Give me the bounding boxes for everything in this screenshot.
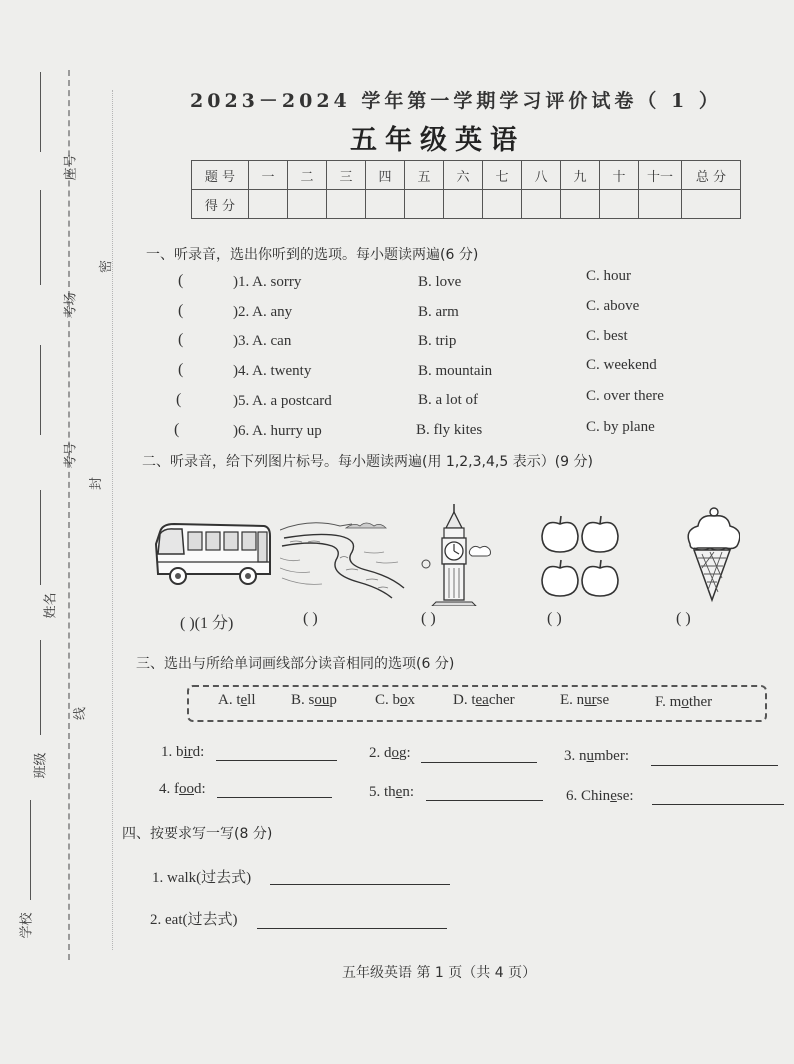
s3-question-6: 6. Chinese:: [566, 788, 634, 804]
section4-heading: 四、按要求写一写(8 分): [122, 826, 273, 842]
score-cell[interactable]: [522, 190, 561, 219]
s3-question-4: 4. food:: [159, 781, 206, 797]
score-header-cell: 五: [405, 161, 444, 190]
score-cell[interactable]: [366, 190, 405, 219]
section3-heading: 三、选出与所给单词画线部分读音相同的选项(6 分): [136, 656, 455, 672]
seal-mark-mi: 密: [99, 259, 115, 274]
exam-room-line: [40, 190, 41, 285]
score-header-cell: 六: [444, 161, 483, 190]
s4-item-2: 2. eat(过去式): [150, 912, 238, 928]
s3-question-1: 1. bird:: [161, 744, 205, 760]
score-cell[interactable]: [682, 190, 741, 219]
score-cell[interactable]: [444, 190, 483, 219]
river-picture: [280, 518, 408, 600]
page-footer: 五年级英语 第 1 页（共 4 页）: [342, 965, 537, 981]
score-cell[interactable]: [288, 190, 327, 219]
s3-answer-line-2[interactable]: [421, 762, 537, 763]
binding-dotted-line: [112, 90, 113, 950]
score-header-cell: 八: [522, 161, 561, 190]
s1-q1-option-c: C. hour: [586, 268, 631, 284]
s1-q3-option-c: C. best: [586, 328, 628, 344]
score-header-cell: 九: [561, 161, 600, 190]
s1-q6-option-c: C. by plane: [586, 419, 655, 435]
exam-room-label: 考场: [63, 292, 79, 319]
s1-q5-option-b: B. a lot of: [418, 392, 478, 408]
score-header-cell: 一: [249, 161, 288, 190]
s3-question-5: 5. then:: [369, 784, 415, 800]
s1-q4-option-b: B. mountain: [418, 363, 493, 379]
s3-answer-line-5[interactable]: [426, 800, 543, 801]
binding-dashed-line: [68, 70, 70, 960]
score-cell[interactable]: [405, 190, 444, 219]
picture1-answer-bracket[interactable]: ( )(1 分): [180, 615, 234, 632]
s1-q6-option-a: )6. A. hurry up: [233, 423, 322, 439]
exam-number-line: [40, 345, 41, 435]
answer-paren: (: [178, 272, 184, 289]
answer-paren: (: [178, 361, 184, 378]
name-label: 姓名: [43, 592, 59, 619]
exam-number-label: 考号: [63, 442, 79, 469]
exam-subtitle: 五年级英语: [350, 125, 525, 156]
score-table-header-row: [192, 161, 741, 190]
score-header-cell: 题 号: [192, 161, 249, 190]
option-c: C. box: [375, 692, 416, 708]
answer-paren: (: [178, 302, 184, 319]
picture3-answer-bracket[interactable]: ( ): [421, 610, 436, 627]
s1-q6-option-b: B. fly kites: [416, 422, 483, 438]
answer-paren: (: [174, 421, 180, 438]
section2-heading: 二、听录音，给下列图片标号。每小题读两遍(用 1,2,3,4,5 表示）(9 分): [142, 454, 593, 470]
score-cell[interactable]: [327, 190, 366, 219]
s1-q3-option-a: )3. A. can: [233, 333, 292, 349]
s1-q3-option-b: B. trip: [418, 333, 457, 349]
answer-paren: (: [178, 331, 184, 348]
apples-picture: [540, 512, 622, 602]
s1-q4-option-c: C. weekend: [586, 357, 657, 373]
s1-q2-option-c: C. above: [586, 298, 640, 314]
score-cell[interactable]: [639, 190, 682, 219]
seat-number-label: 座号: [63, 154, 79, 181]
s4-answer-line-2[interactable]: [257, 928, 447, 929]
s4-answer-line-1[interactable]: [270, 884, 450, 885]
name-line: [40, 490, 41, 585]
seal-mark-feng: 封: [89, 476, 105, 491]
school-line: [30, 800, 31, 900]
s4-item-1: 1. walk(过去式): [152, 870, 252, 886]
seal-mark-xian: 线: [73, 706, 89, 721]
option-a: A. tell: [218, 692, 256, 708]
clock-tower-picture: [418, 502, 492, 606]
score-cell[interactable]: [600, 190, 639, 219]
s1-q5-option-c: C. over there: [586, 388, 664, 404]
score-header-cell: 四: [366, 161, 405, 190]
score-cell[interactable]: [561, 190, 600, 219]
option-e: E. nurse: [560, 692, 610, 708]
s3-question-2: 2. dog:: [369, 745, 411, 761]
class-label: 班级: [33, 752, 49, 779]
s1-q5-option-a: )5. A. a postcard: [233, 393, 332, 409]
score-header-cell: 十: [600, 161, 639, 190]
answer-paren: (: [176, 391, 182, 408]
picture2-answer-bracket[interactable]: ( ): [303, 610, 318, 627]
exam-title: 2023－2024 学年第一学期学习评价试卷（ 1 ）: [190, 90, 722, 112]
score-table-score-row: [192, 190, 741, 219]
class-line: [40, 640, 41, 735]
score-row-label: 得 分: [192, 190, 249, 219]
section1-heading: 一、听录音，选出你听到的选项。每小题读两遍(6 分): [146, 247, 479, 263]
score-header-cell: 总 分: [682, 161, 741, 190]
s1-q2-option-a: )2. A. any: [233, 304, 293, 320]
s3-answer-line-6[interactable]: [652, 804, 784, 805]
option-f: F. mother: [655, 694, 713, 710]
score-header-cell: 二: [288, 161, 327, 190]
picture4-answer-bracket[interactable]: ( ): [547, 610, 562, 627]
score-header-cell: 十一: [639, 161, 682, 190]
s1-q1-option-a: )1. A. sorry: [233, 274, 302, 290]
score-header-cell: 七: [483, 161, 522, 190]
s1-q4-option-a: )4. A. twenty: [233, 363, 312, 379]
s3-answer-line-4[interactable]: [217, 797, 332, 798]
score-table: [191, 160, 741, 219]
bus-picture: [152, 520, 274, 586]
option-b: B. soup: [291, 692, 337, 708]
score-cell[interactable]: [483, 190, 522, 219]
picture5-answer-bracket[interactable]: ( ): [676, 610, 691, 627]
s3-answer-line-3[interactable]: [651, 765, 778, 766]
score-cell[interactable]: [249, 190, 288, 219]
seat-number-line: [40, 72, 41, 152]
s1-q2-option-b: B. arm: [418, 304, 459, 320]
option-d: D. teacher: [453, 692, 515, 708]
score-header-cell: 三: [327, 161, 366, 190]
s1-q1-option-b: B. love: [418, 274, 462, 290]
s3-question-3: 3. number:: [564, 748, 629, 764]
s3-answer-line-1[interactable]: [216, 760, 337, 761]
ice-cream-picture: [684, 504, 740, 604]
school-label: 学校: [19, 912, 35, 939]
